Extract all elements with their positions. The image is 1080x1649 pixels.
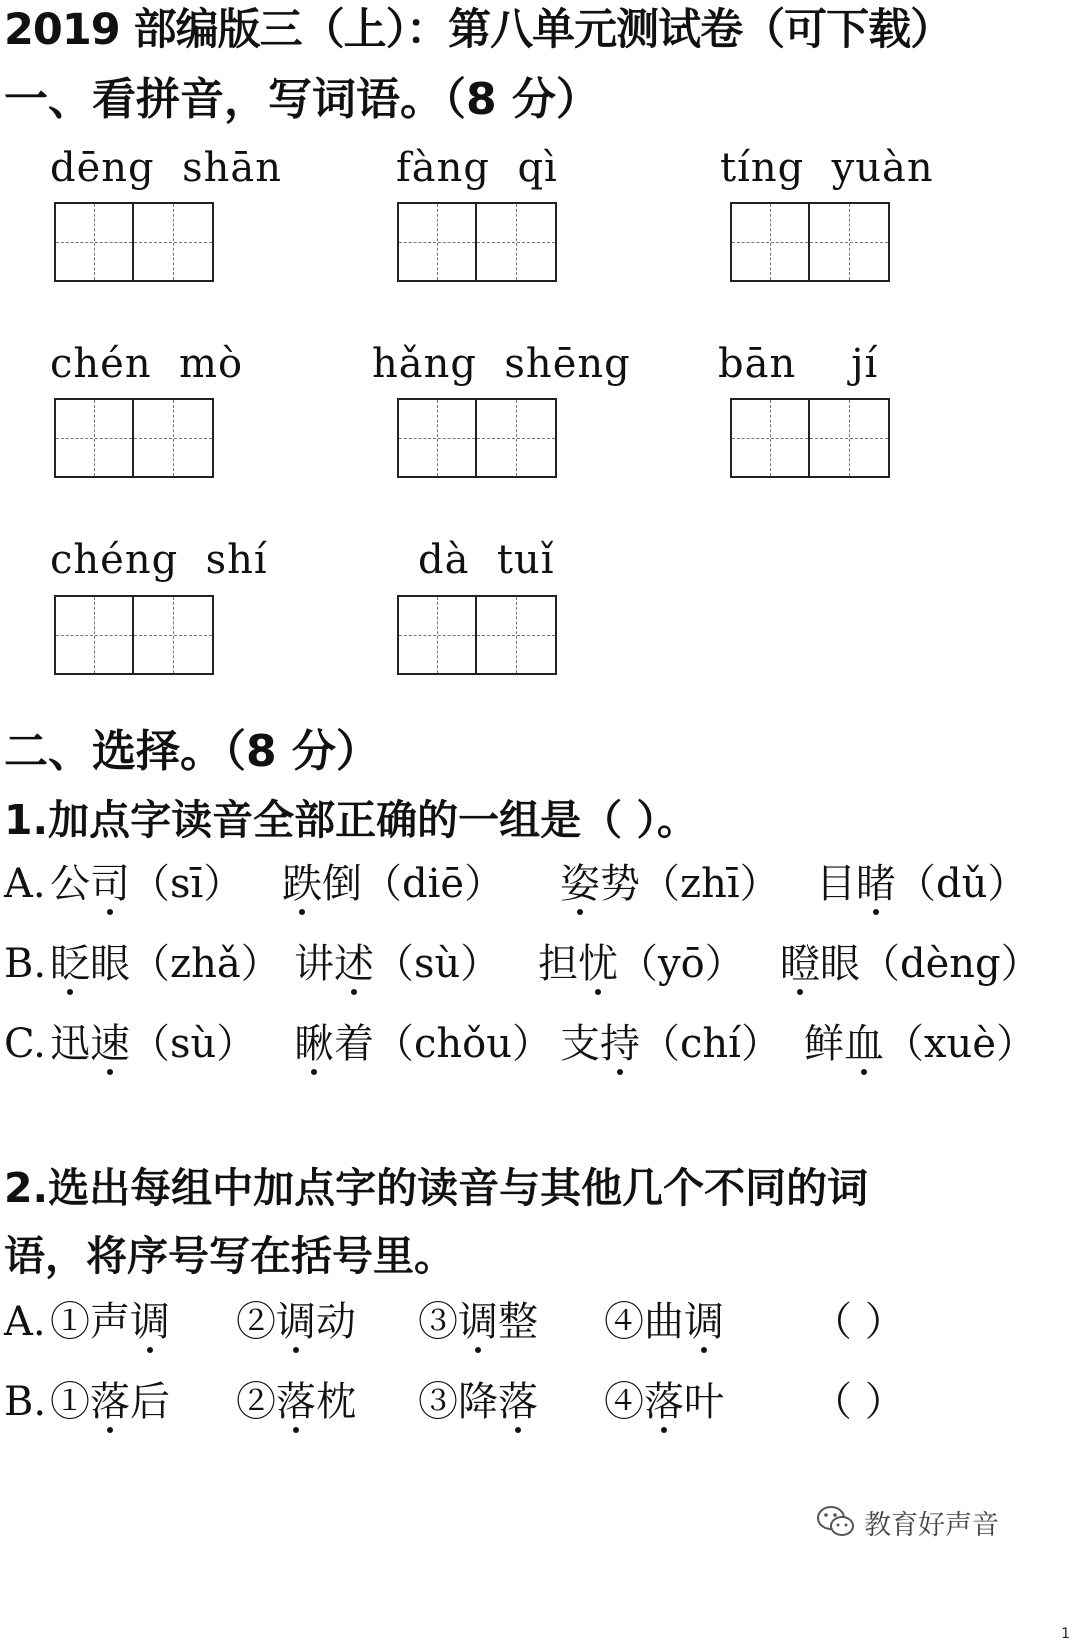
section2-heading: 二、选择。（8 分） [4,726,380,777]
page-number: 1 [1061,1626,1070,1642]
section1-heading: 一、看拼音，写词语。（8 分） [4,74,600,125]
pinyin-label: chén mò [50,341,244,387]
page-title: 2019 部编版三（上）：第八单元测试卷（可下载） [4,5,953,55]
question-1-stem: 1.加点字读音全部正确的一组是（ ）。 [4,796,698,844]
writing-grid[interactable] [730,398,890,478]
word-item: 讲述（sù） [294,941,501,987]
word-item: ④曲调 [604,1299,724,1345]
writing-grid[interactable] [54,202,214,282]
answer-blank[interactable]: （ ） [812,1299,905,1345]
word-item: 鲜血（xuè） [804,1021,1036,1067]
word-item: 迅速（sù） [50,1021,257,1067]
question-2-stem-line1: 2.选出每组中加点字的读音与其他几个不同的词 [4,1164,869,1212]
word-item: 瞪眼（dèng） [780,941,1041,987]
option-letter: B. [4,1379,47,1425]
word-item: ③降落 [418,1379,538,1425]
word-item: 跌倒（diē） [282,861,505,907]
word-item: ③调整 [418,1299,538,1345]
writing-grid[interactable] [397,398,557,478]
pinyin-label: dēng shān [50,145,282,191]
option-letter: C. [4,1021,46,1067]
word-item: 支持（chí） [560,1021,781,1067]
pinyin-label: bān jí [718,341,879,387]
pinyin-label: fàng qì [396,145,558,191]
option-letter: A. [4,1299,46,1345]
word-item: ①落后 [50,1379,170,1425]
word-item: 担忧（yō） [538,941,745,987]
answer-blank[interactable]: （ ） [812,1379,905,1425]
writing-grid[interactable] [54,398,214,478]
word-item: ②调动 [236,1299,356,1345]
word-item: 公司（sī） [50,861,244,907]
wechat-icon [816,1504,856,1540]
pinyin-label: chéng shí [50,537,268,583]
option-letter: B. [4,941,47,987]
writing-grid[interactable] [397,202,557,282]
pinyin-label: dà tuǐ [418,537,555,583]
word-item: 姿势（zhī） [560,861,780,907]
word-item: ②落枕 [236,1379,356,1425]
word-item: ④落叶 [604,1379,724,1425]
watermark-text: 教育好声音 [864,1509,999,1541]
word-item: 瞅着（chǒu） [294,1021,553,1067]
question-2-stem-line2: 语，将序号写在括号里。 [4,1232,455,1280]
word-item: 目睹（dǔ） [816,861,1028,907]
pinyin-label: tíng yuàn [720,145,934,191]
option-letter: A. [4,861,46,907]
word-item: 眨眼（zhǎ） [50,941,281,987]
word-item: ①声调 [50,1299,170,1345]
writing-grid[interactable] [730,202,890,282]
pinyin-label: hǎng shēng [372,341,631,387]
watermark [816,1502,999,1542]
writing-grid[interactable] [397,595,557,675]
writing-grid[interactable] [54,595,214,675]
